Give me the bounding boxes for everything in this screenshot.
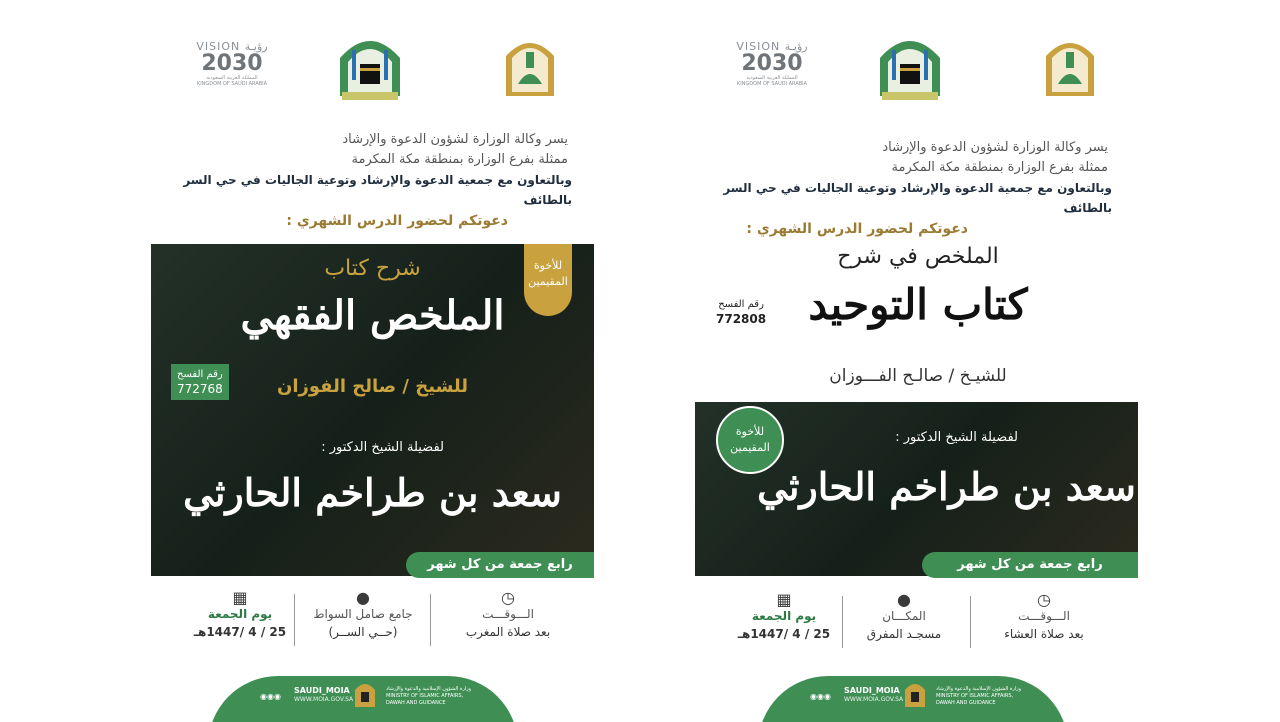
- social-icons: ◉◉◉: [260, 692, 281, 701]
- intro-line-3: وبالتعاون مع جمعية الدعوة والإرشاد وتوعية الجاليات في حي السر بالطائف: [723, 181, 1112, 215]
- divider: [842, 596, 843, 648]
- social-handle: SAUDI_MOIA: [844, 686, 900, 695]
- footer-band: [758, 676, 1068, 722]
- vision-ar-text: المملكة العربية السعودية: [746, 75, 798, 81]
- website-url: WWW.MOIA.GOV.SA: [294, 696, 354, 703]
- ministry-name-ar: وزارة الشؤون الإسلامية والدعوة والإرشاد: [936, 686, 1022, 692]
- poster-right: [688, 0, 1148, 722]
- day-label: يوم الجمعة: [207, 607, 273, 621]
- time-block: [974, 590, 1114, 641]
- vision-year: 2030: [741, 51, 803, 76]
- vision-en-text: KINGDOM OF SAUDI ARABIA: [196, 81, 268, 87]
- info-row: [148, 588, 608, 658]
- time-value: بعد صلاة المغرب: [465, 625, 551, 639]
- intro-line-1: يسر وكالة الوزارة لشؤون الدعوة والإرشاد: [882, 140, 1108, 155]
- footer-band: [208, 676, 518, 722]
- ministry-footer-logo-icon: [354, 680, 376, 708]
- book-prefix: شرح كتاب: [324, 256, 421, 281]
- vision-en-text: KINGDOM OF SAUDI ARABIA: [736, 81, 808, 87]
- permit-box: [171, 364, 229, 400]
- kaaba-emblem-icon: [334, 30, 406, 102]
- place-value: مسجـد المفرق: [866, 627, 942, 641]
- lecturer-name: سعد بن طراخم الحارثي: [757, 464, 1136, 509]
- vision-top-text: VISION رؤيـة: [196, 40, 268, 53]
- website-url: WWW.MOIA.GOV.SA: [844, 696, 904, 703]
- permit-code: 772808: [716, 312, 767, 326]
- lecturer-name: سعد بن طراخم الحارثي: [183, 470, 562, 515]
- intro-line-2: ممثلة بفرع الوزارة بمنطقة مكة المكرمة: [891, 160, 1108, 175]
- location-pin-icon: ●: [897, 590, 911, 609]
- poster-left: [148, 0, 608, 722]
- place-value: (حــي الســر): [328, 625, 398, 639]
- place-block: [298, 588, 428, 639]
- lecturer-prefix: لفضيلة الشيخ الدكتور :: [321, 440, 444, 455]
- intro-block: [688, 138, 1148, 240]
- social-icons: ◉◉◉: [810, 692, 831, 701]
- clock-icon: ◷: [1037, 590, 1051, 609]
- date-block: [732, 590, 836, 641]
- day-label: يوم الجمعة: [751, 609, 817, 623]
- lecturer-prefix: لفضيلة الشيخ الدكتور :: [895, 430, 1018, 445]
- book-title: الملخص الفقهي: [240, 292, 505, 339]
- permit-label: رقم الفسح: [177, 369, 223, 380]
- calendar-icon: ▦: [232, 588, 248, 607]
- vision-2030-logo: [192, 40, 272, 94]
- place-block: [844, 590, 964, 641]
- ministry-name-ar: وزارة الشؤون الإسلامية والدعوة والإرشاد: [386, 686, 472, 692]
- date-block: [188, 588, 292, 639]
- time-value: بعد صلاة العشاء: [1004, 627, 1084, 641]
- intro-block: [148, 130, 608, 232]
- permit-label: رقم الفسح: [718, 299, 764, 310]
- ministry-emblem-icon: [504, 34, 556, 98]
- vision-year: 2030: [201, 51, 263, 76]
- ministry-name: [386, 686, 476, 707]
- author-line: للشيـخ / صالـح الفـــوزان: [829, 366, 1007, 386]
- vision-2030-logo: [732, 40, 812, 94]
- time-label: الـــوقـــت: [482, 607, 534, 621]
- book-title: كتاب التوحيد: [808, 280, 1028, 329]
- schedule-banner: رابع جمعة من كل شهر: [406, 552, 594, 578]
- audience-badge: للأخوة المقيمين: [716, 406, 784, 474]
- info-row: [688, 590, 1148, 660]
- divider: [294, 594, 295, 646]
- schedule-banner: رابع جمعة من كل شهر: [922, 552, 1138, 578]
- location-pin-icon: ●: [356, 588, 370, 607]
- place-label: جامع صامل السواط: [313, 607, 413, 621]
- date-value: 25 / 4 /1447هـ: [737, 627, 831, 641]
- logos-row: [688, 30, 1148, 102]
- book-prefix: الملخص في شرح: [837, 244, 999, 269]
- permit-code: 772768: [177, 382, 223, 396]
- kaaba-emblem-icon: [874, 30, 946, 102]
- intro-line-3: وبالتعاون مع جمعية الدعوة والإرشاد وتوعية الجاليات في حي السر بالطائف: [183, 173, 572, 207]
- audience-badge: للأخوة المقيمين: [524, 244, 572, 316]
- date-value: 25 / 4 /1447هـ: [193, 625, 287, 639]
- vision-ar-text: المملكة العربية السعودية: [206, 75, 258, 81]
- place-label: المكـــان: [882, 609, 926, 623]
- clock-icon: ◷: [501, 588, 515, 607]
- divider: [970, 596, 971, 648]
- permit-box: [716, 298, 766, 326]
- vision-top-text: VISION رؤيـة: [736, 40, 808, 53]
- ministry-name: [936, 686, 1026, 707]
- ministry-name-en: MINISTRY OF ISLAMIC AFFAIRS, DAWAH AND GUIDANCE: [936, 693, 1014, 706]
- intro-line-2: ممثلة بفرع الوزارة بمنطقة مكة المكرمة: [351, 152, 568, 167]
- calendar-icon: ▦: [776, 590, 792, 609]
- intro-line-4: دعوتكم لحضور الدرس الشهري :: [746, 221, 968, 237]
- ministry-emblem-icon: [1044, 34, 1096, 98]
- time-label: الـــوقـــت: [1018, 609, 1070, 623]
- time-block: [438, 588, 578, 639]
- author-line: للشيخ / صالح الفوزان: [276, 376, 469, 397]
- logos-row: [148, 30, 608, 102]
- ministry-footer-logo-icon: [904, 680, 926, 708]
- intro-line-1: يسر وكالة الوزارة لشؤون الدعوة والإرشاد: [342, 132, 568, 147]
- ministry-name-en: MINISTRY OF ISLAMIC AFFAIRS, DAWAH AND GUIDANCE: [386, 693, 464, 706]
- social-handle: SAUDI_MOIA: [294, 686, 350, 695]
- lecture-card: [151, 244, 594, 576]
- intro-line-4: دعوتكم لحضور الدرس الشهري :: [286, 213, 508, 229]
- divider: [430, 594, 431, 646]
